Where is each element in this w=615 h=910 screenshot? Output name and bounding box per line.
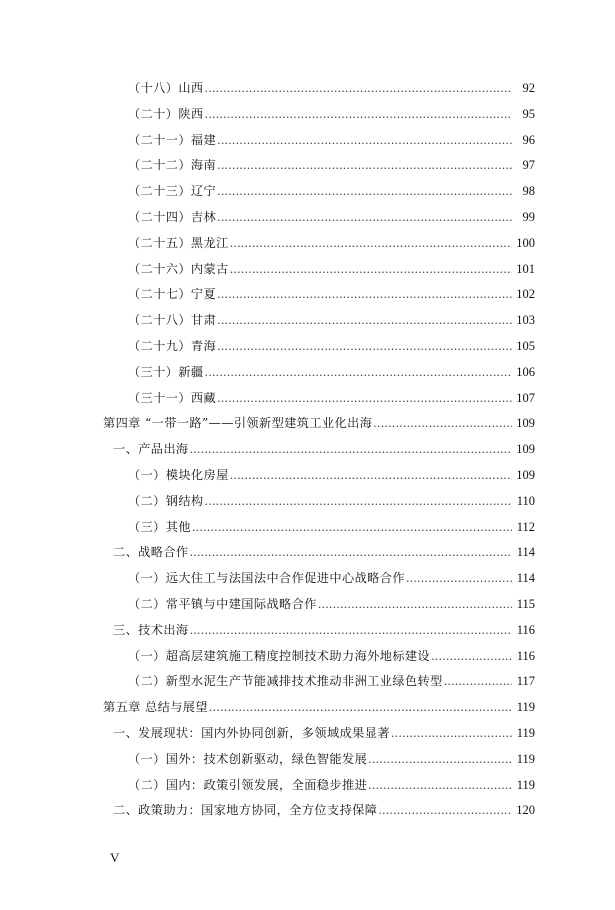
toc-entry-page: 97 [522, 158, 535, 173]
dot-leader [368, 773, 512, 799]
toc-entry[interactable] [0, 747, 615, 773]
toc-entry-page: 102 [516, 287, 535, 302]
dot-leader [217, 153, 512, 179]
toc-entry[interactable] [0, 644, 615, 670]
dot-leader [190, 437, 512, 463]
toc-entry-title: （二十二）海南 [128, 158, 217, 173]
toc-entry-page: 109 [516, 467, 535, 482]
toc-entry-page: 98 [522, 184, 535, 199]
toc-entry-page: 107 [516, 390, 535, 405]
dot-leader [217, 334, 512, 360]
toc-entry-title: 第四章 “一带一路”——引领新型建筑工业化出海 [103, 416, 373, 431]
toc-entry-page: 109 [516, 416, 535, 431]
toc-entry-title: （三十）新疆 [128, 364, 204, 379]
dot-leader [217, 386, 512, 412]
toc-entry-title: 二、政策助力：国家地方协同，全方位支持保障 [113, 803, 378, 818]
toc-entry[interactable] [0, 489, 615, 515]
toc-entry-title: （十八）山西 [128, 81, 204, 95]
toc-entry-page: 119 [516, 777, 535, 792]
toc-entry[interactable] [0, 102, 615, 128]
toc-entry[interactable] [0, 257, 615, 283]
toc-entry[interactable] [0, 205, 615, 231]
dot-leader [205, 102, 512, 128]
toc-entry-title: （一）超高层建筑施工精度控制技术助力海外地标建设 [128, 648, 431, 663]
toc-entry[interactable] [0, 773, 615, 799]
dot-leader [391, 721, 512, 747]
dot-leader [217, 282, 512, 308]
toc-entry[interactable] [0, 128, 615, 154]
toc-entry[interactable] [0, 566, 615, 592]
dot-leader [230, 463, 512, 489]
toc-entry-title: （二十一）福建 [128, 132, 217, 147]
toc-entry-page: 96 [522, 132, 535, 147]
table-of-contents [0, 76, 615, 824]
toc-entry-title: （三十一）西藏 [128, 390, 217, 405]
toc-entry-title: 二、战略合作 [113, 545, 189, 560]
dot-leader [230, 231, 512, 257]
toc-entry-title: （二）国内：政策引领发展，全面稳步推进 [128, 777, 368, 792]
toc-entry[interactable] [0, 231, 615, 257]
dot-leader [190, 540, 512, 566]
toc-entry[interactable] [0, 179, 615, 205]
toc-entry-title: 三、技术出海 [113, 622, 189, 637]
toc-entry[interactable] [0, 463, 615, 489]
toc-entry-title: 第五章 总结与展望 [103, 700, 208, 715]
toc-entry-title: （二）钢结构 [128, 493, 204, 508]
toc-entry-page: 117 [516, 674, 535, 689]
toc-entry-title: （三）其他 [128, 519, 191, 534]
dot-leader [378, 798, 512, 824]
toc-entry-page: 115 [516, 596, 535, 611]
toc-entry[interactable] [0, 798, 615, 824]
toc-entry[interactable] [0, 437, 615, 463]
toc-entry-page: 119 [516, 700, 535, 715]
dot-leader [217, 205, 512, 231]
toc-entry[interactable] [0, 153, 615, 179]
dot-leader [217, 308, 512, 334]
dot-leader [205, 76, 512, 102]
toc-entry[interactable] [0, 618, 615, 644]
toc-entry-page: 120 [516, 803, 535, 818]
toc-entry-title: （二十七）宁夏 [128, 287, 217, 302]
dot-leader [190, 618, 512, 644]
dot-leader [444, 669, 512, 695]
toc-entry-page: 114 [516, 571, 535, 586]
toc-entry-page: 99 [522, 209, 535, 224]
toc-entry[interactable] [0, 308, 615, 334]
toc-entry[interactable] [0, 669, 615, 695]
toc-entry-page: 101 [516, 261, 535, 276]
toc-entry-page: 112 [516, 519, 535, 534]
dot-leader [217, 179, 512, 205]
toc-entry-title: （二）常平镇与中建国际战略合作 [128, 596, 317, 611]
dot-leader [368, 747, 512, 773]
toc-entry-title: （二）新型水泥生产节能减排技术推动非洲工业绿色转型 [128, 674, 443, 689]
dot-leader [230, 257, 512, 283]
toc-entry[interactable] [0, 721, 615, 747]
toc-entry[interactable] [0, 592, 615, 618]
toc-entry[interactable] [0, 695, 615, 721]
dot-leader [192, 515, 512, 541]
page-number-footer: V [110, 850, 120, 865]
toc-entry-page: 116 [516, 648, 535, 663]
toc-entry-title: （一）模块化房屋 [128, 467, 229, 482]
dot-leader [406, 566, 512, 592]
toc-entry-title: （二十）陕西 [128, 106, 204, 121]
dot-leader [431, 644, 512, 670]
toc-entry-page: 119 [516, 725, 535, 740]
toc-entry[interactable] [0, 386, 615, 412]
dot-leader [318, 592, 512, 618]
toc-entry[interactable] [0, 360, 615, 386]
toc-entry-title: （一）国外：技术创新驱动，绿色智能发展 [128, 751, 368, 766]
toc-entry-title: （二十八）甘肃 [128, 313, 217, 328]
dot-leader [209, 695, 512, 721]
toc-entry-page: 116 [516, 622, 535, 637]
toc-entry-title: （二十四）吉林 [128, 209, 217, 224]
toc-entry-title: （一）远大住工与法国法中合作促进中心战略合作 [128, 571, 405, 586]
toc-entry[interactable] [0, 282, 615, 308]
toc-entry-page: 105 [516, 338, 535, 353]
dot-leader [217, 128, 512, 154]
dot-leader [373, 411, 512, 437]
toc-entry-page: 119 [516, 751, 535, 766]
toc-entry-page: 92 [522, 81, 535, 95]
toc-entry-page: 110 [516, 493, 535, 508]
toc-entry[interactable] [0, 540, 615, 566]
toc-entry-title: 一、产品出海 [113, 442, 189, 457]
toc-entry-title: （二十五）黑龙江 [128, 235, 229, 250]
toc-entry[interactable] [0, 515, 615, 541]
toc-entry-page: 100 [516, 235, 535, 250]
toc-entry-title: （二十六）内蒙古 [128, 261, 229, 276]
toc-entry-title: 一、发展现状：国内外协同创新，多领域成果显著 [113, 725, 390, 740]
toc-entry-page: 106 [516, 364, 535, 379]
dot-leader [205, 489, 512, 515]
toc-entry[interactable] [0, 411, 615, 437]
toc-entry-page: 95 [522, 106, 535, 121]
toc-entry-title: （二十九）青海 [128, 338, 217, 353]
toc-entry-page: 109 [516, 442, 535, 457]
toc-entry-page: 114 [516, 545, 535, 560]
toc-entry[interactable] [0, 334, 615, 360]
toc-entry[interactable] [0, 76, 615, 102]
toc-entry-page: 103 [516, 313, 535, 328]
toc-entry-title: （二十三）辽宁 [128, 184, 217, 199]
dot-leader [205, 360, 512, 386]
